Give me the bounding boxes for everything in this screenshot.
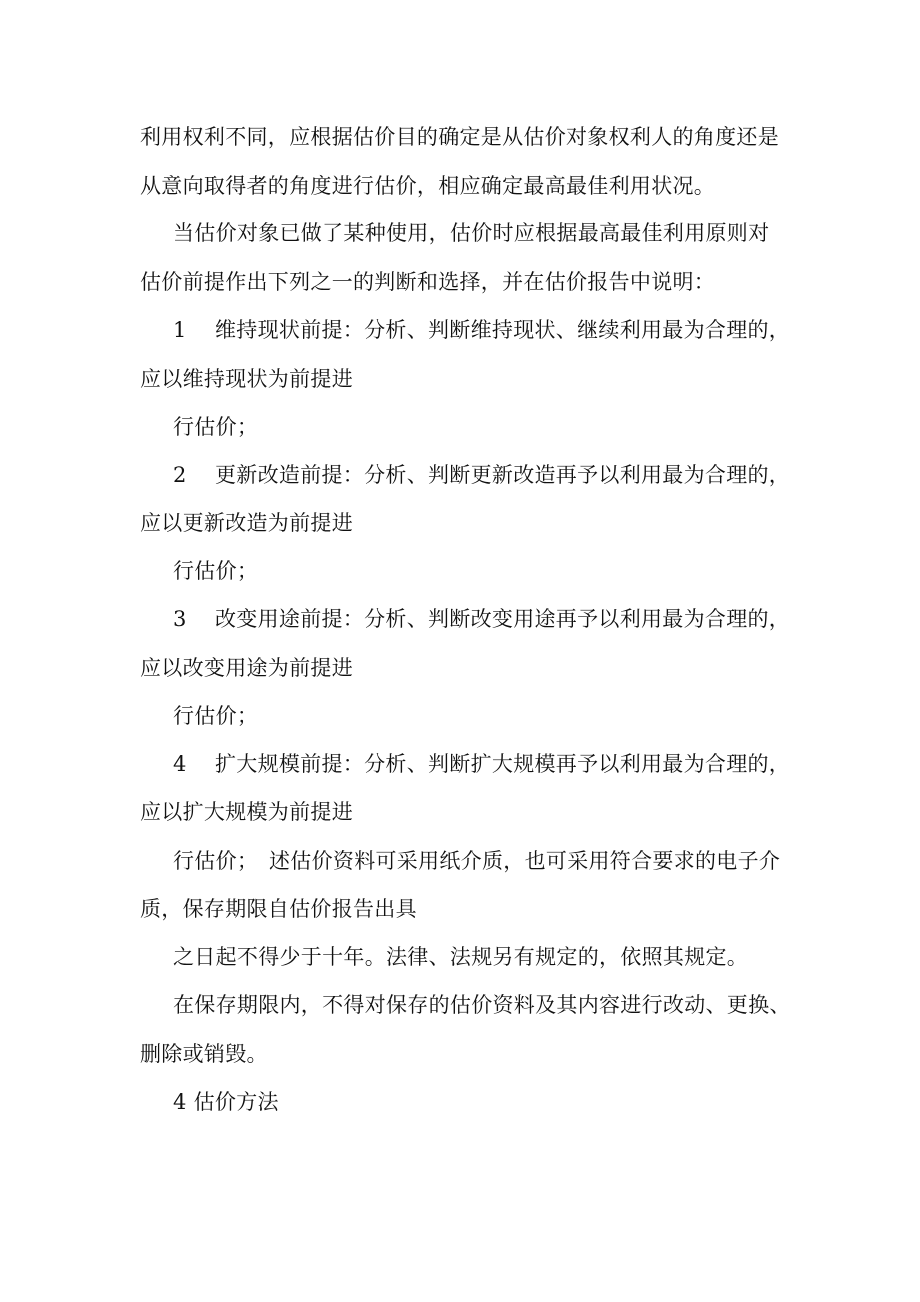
paragraph-line: 从意向取得者的角度进行估价，相应确定最高最佳利用状况。 [140,174,716,198]
paragraph-line: 行估价； [173,415,259,439]
paragraph-line: 质，保存期限自估价报告出具 [140,897,417,921]
paragraph-line: 利用权利不同，应根据估价目的确定是从估价对象权利人的角度还是 [140,125,779,149]
paragraph-line: 应以更新改造为前提进 [140,511,353,535]
list-item-text: 改变用途前提：分析、判断改变用途再予以利用最为合理的， [215,607,791,631]
list-item-number: 3 [173,607,187,631]
list-item-1 [173,316,790,344]
list-item-4 [173,750,790,778]
paragraph-line: 估价前提作出下列之一的判断和选择，并在估价报告中说明： [140,270,716,294]
paragraph-line: 应以扩大规模为前提进 [140,800,353,824]
paragraph-line: 行估价； [173,559,259,583]
paragraph-line: 行估价； 述估价资料可采用纸介质，也可采用符合要求的电子介 [173,849,781,873]
list-item-number: 1 [173,318,187,342]
paragraph-line: 删除或销毁。 [140,1042,268,1066]
list-item-text: 维持现状前提：分析、判断维持现状、继续利用最为合理的， [215,318,791,342]
list-item-3 [173,605,790,633]
paragraph-line: 应以维持现状为前提进 [140,367,353,391]
paragraph-line: 行估价； [173,704,259,728]
section-heading: 4 估价方法 [173,1090,279,1114]
paragraph-line: 在保存期限内，不得对保存的估价资料及其内容进行改动、更换、 [173,993,791,1017]
paragraph-line: 之日起不得少于十年。法律、法规另有规定的，依照其规定。 [173,945,749,969]
list-item-number: 2 [173,463,187,487]
paragraph-line: 应以改变用途为前提进 [140,656,353,680]
list-item-2 [173,461,790,489]
list-item-text: 更新改造前提：分析、判断更新改造再予以利用最为合理的， [215,463,791,487]
list-item-number: 4 [173,752,187,776]
list-item-text: 扩大规模前提：分析、判断扩大规模再予以利用最为合理的， [215,752,791,776]
paragraph-line: 当估价对象已做了某种使用，估价时应根据最高最佳利用原则对 [173,221,770,245]
